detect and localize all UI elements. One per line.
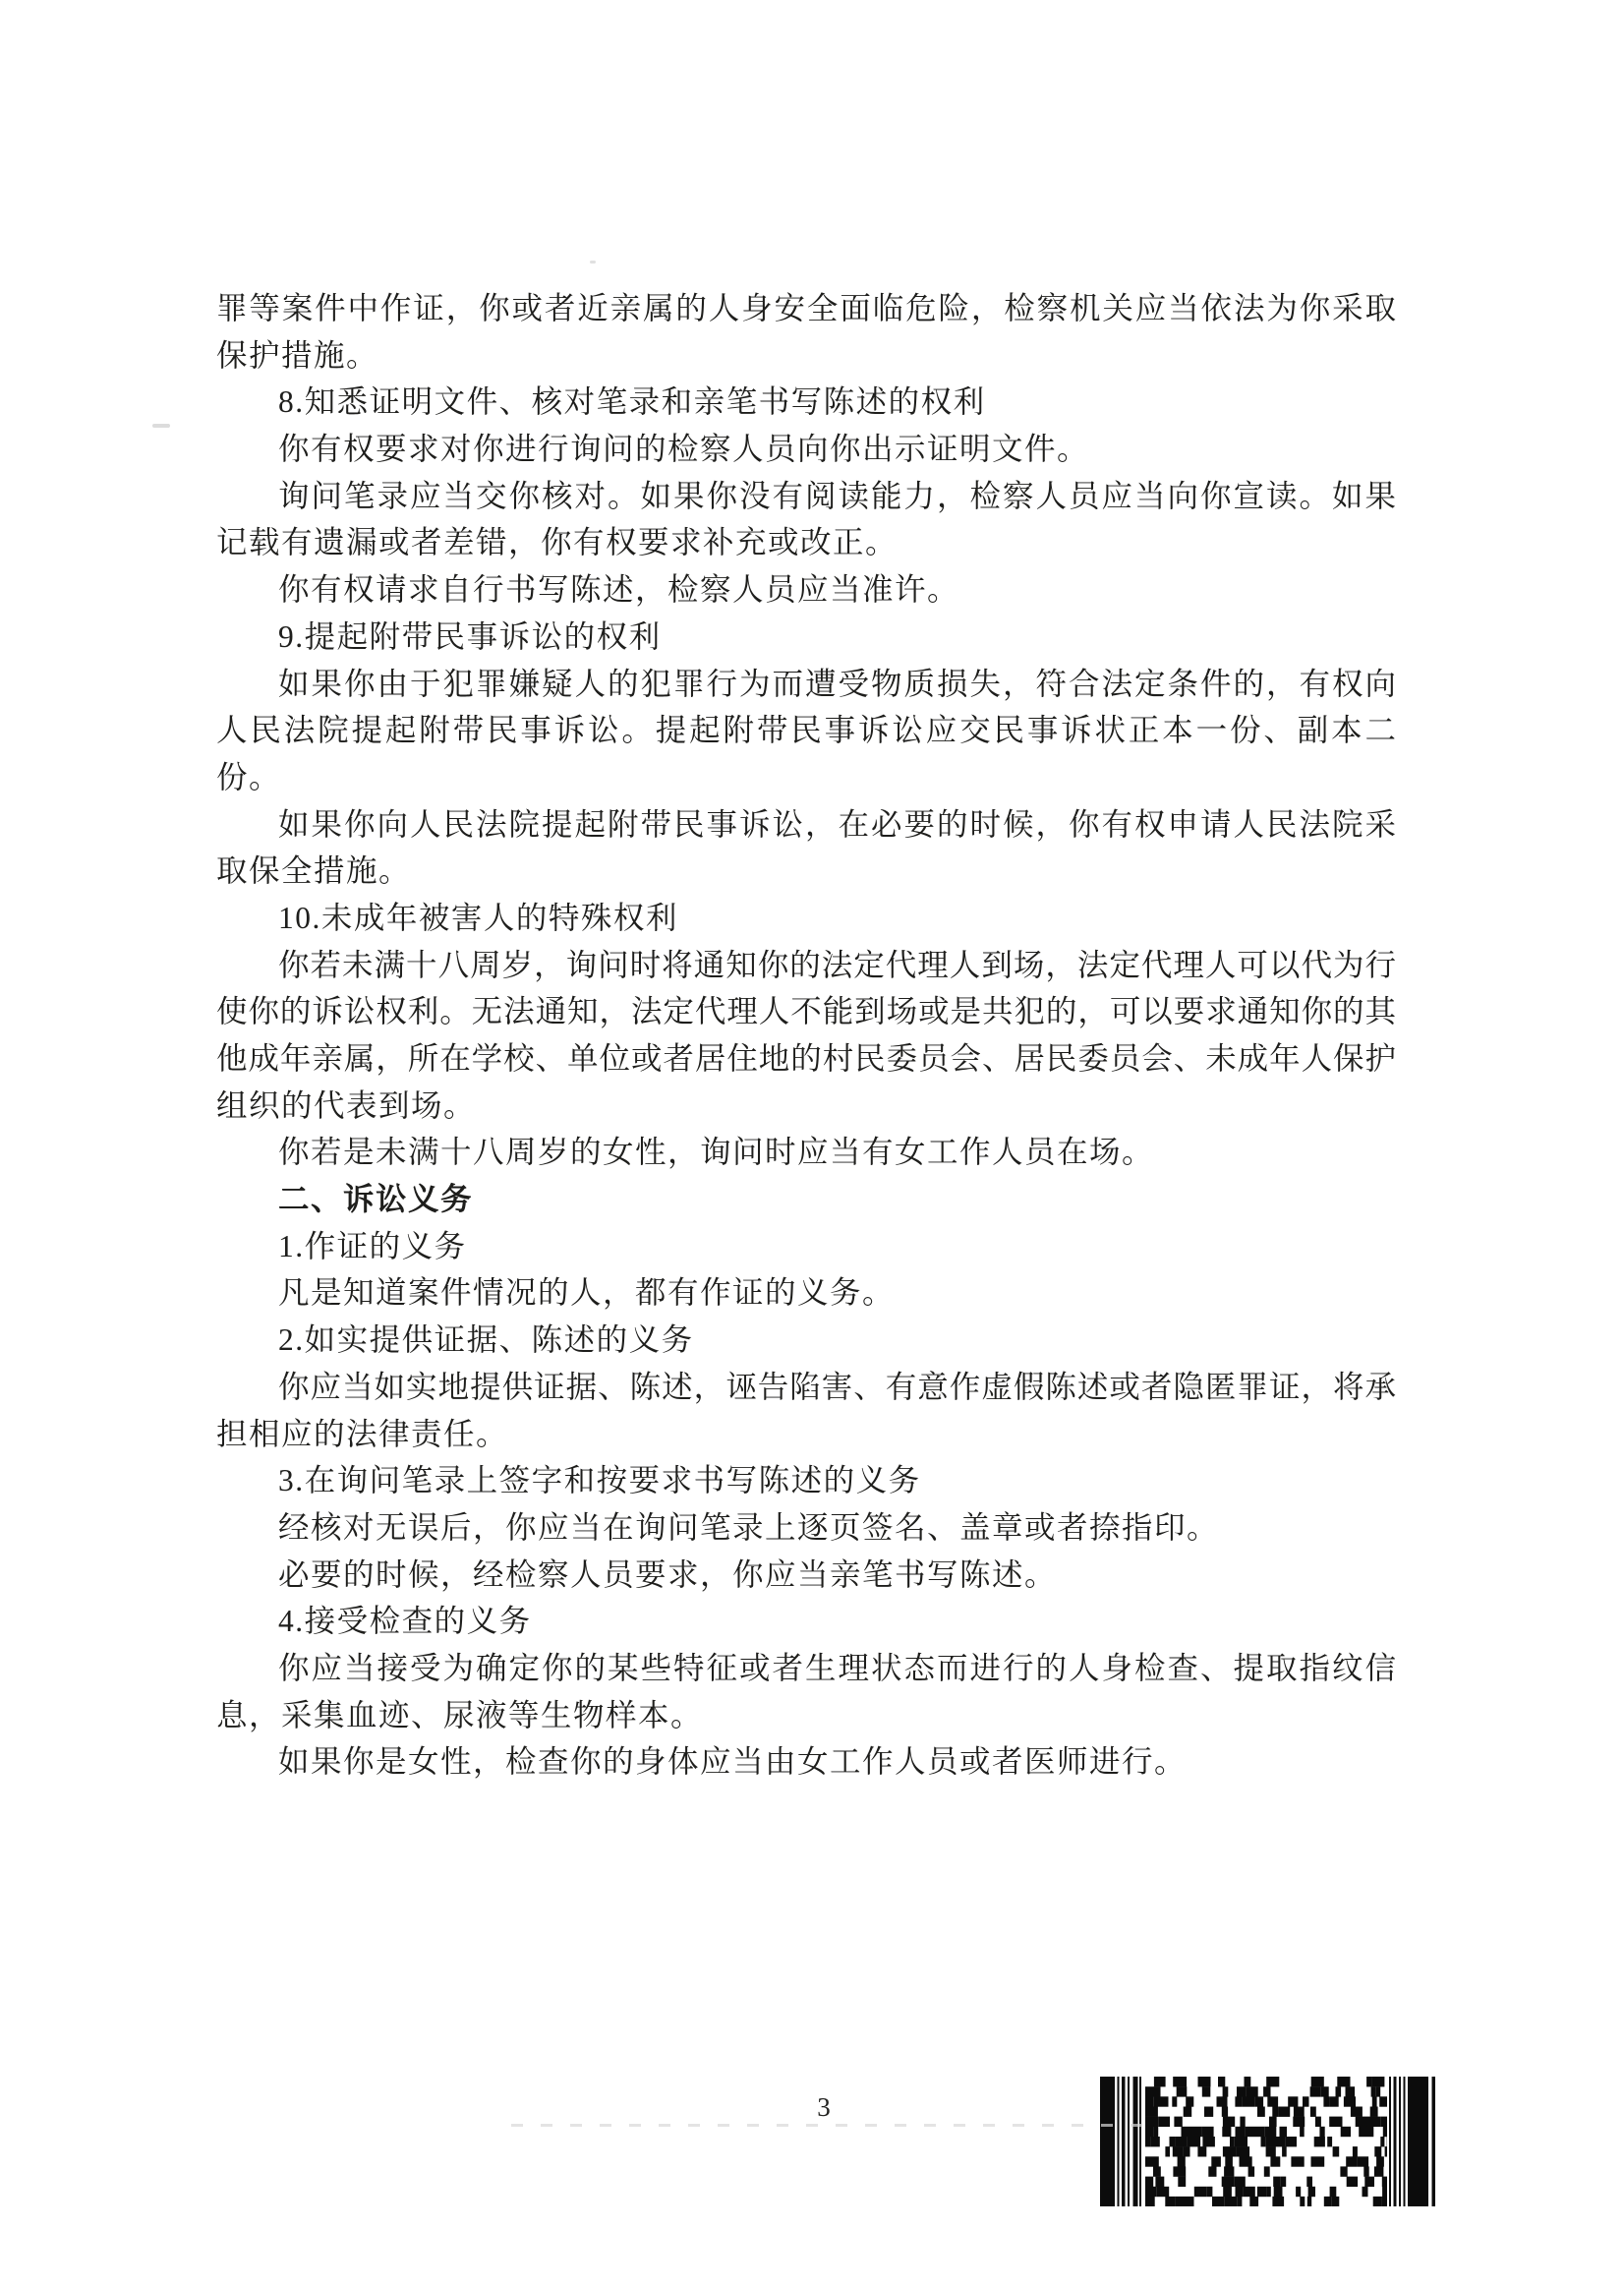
text-line: 10.未成年被害人的特殊权利 bbox=[278, 900, 678, 935]
text-line: 罪等案件中作证，你或者近亲属的人身安全面临危险，检察机关应当依法为你采取 bbox=[216, 291, 1396, 325]
text-line: 保护措施。 bbox=[216, 337, 379, 373]
text-line: 你若未满十八周岁，询问时将通知你的法定代理人到场，法定代理人可以代为行 bbox=[278, 947, 1396, 982]
document-barcode-2d bbox=[1100, 2077, 1435, 2206]
text-line: 4.接受检查的义务 bbox=[278, 1604, 532, 1639]
scan-artifact bbox=[511, 2124, 1160, 2127]
page-number: 3 bbox=[817, 2092, 831, 2122]
text-line: 如果你由于犯罪嫌疑人的犯罪行为而遭受物质损失，符合法定条件的，有权向 bbox=[278, 666, 1396, 701]
text-line: 息，采集血迹、尿液等生物样本。 bbox=[216, 1697, 704, 1732]
text-line: 组织的代表到场。 bbox=[216, 1087, 477, 1123]
text-line: 如果你是女性，检查你的身体应当由女工作人员或者医师进行。 bbox=[278, 1744, 1188, 1780]
text-line: 你有权要求对你进行询问的检察人员向你出示证明文件。 bbox=[278, 432, 1090, 467]
scan-artifact bbox=[590, 261, 596, 264]
text-line: 2.如实提供证据、陈述的义务 bbox=[278, 1322, 694, 1358]
text-line: 他成年亲属，所在学校、单位或者居住地的村民委员会、居民委员会、未成年人保护 bbox=[216, 1041, 1396, 1076]
text-line: 必要的时候，经检察人员要求，你应当亲笔书写陈述。 bbox=[278, 1556, 1058, 1592]
scan-artifact bbox=[152, 424, 170, 428]
text-line: 你有权请求自行书写陈述，检察人员应当准许。 bbox=[278, 572, 960, 608]
text-line: 凡是知道案件情况的人，都有作证的义务。 bbox=[278, 1275, 896, 1311]
text-line: 你应当接受为确定你的某些特征或者生理状态而进行的人身检查、提取指纹信 bbox=[278, 1650, 1396, 1685]
text-line: 3.在询问笔录上签字和按要求书写陈述的义务 bbox=[278, 1463, 921, 1498]
text-line: 担相应的法律责任。 bbox=[216, 1416, 509, 1451]
text-line: 使你的诉讼权利。无法通知，法定代理人不能到场或是共犯的，可以要求通知你的其 bbox=[216, 994, 1396, 1029]
text-line: 取保全措施。 bbox=[216, 853, 412, 889]
text-line: 经核对无误后，你应当在询问笔录上逐页签名、盖章或者捺指印。 bbox=[278, 1509, 1220, 1545]
text-line: 记载有遗漏或者差错，你有权要求补充或改正。 bbox=[216, 525, 899, 560]
text-line: 人民法院提起附带民事诉讼。提起附带民事诉讼应交民事诉状正本一份、副本二 bbox=[216, 713, 1396, 748]
text-line: 9.提起附带民事诉讼的权利 bbox=[278, 618, 662, 654]
text-line: 8.知悉证明文件、核对笔录和亲笔书写陈述的权利 bbox=[278, 384, 986, 420]
section-heading: 二、诉讼义务 bbox=[278, 1182, 474, 1217]
text-line: 你若是未满十八周岁的女性，询问时应当有女工作人员在场。 bbox=[278, 1135, 1155, 1170]
text-line: 份。 bbox=[216, 759, 282, 794]
text-line: 如果你向人民法院提起附带民事诉讼，在必要的时候，你有权申请人民法院采 bbox=[278, 806, 1396, 842]
document-body bbox=[216, 285, 1396, 1786]
text-line: 询问笔录应当交你核对。如果你没有阅读能力，检察人员应当向你宣读。如果 bbox=[278, 478, 1396, 513]
text-line: 你应当如实地提供证据、陈述，诬告陷害、有意作虚假陈述或者隐匿罪证，将承 bbox=[278, 1369, 1396, 1404]
text-line: 1.作证的义务 bbox=[278, 1228, 467, 1263]
